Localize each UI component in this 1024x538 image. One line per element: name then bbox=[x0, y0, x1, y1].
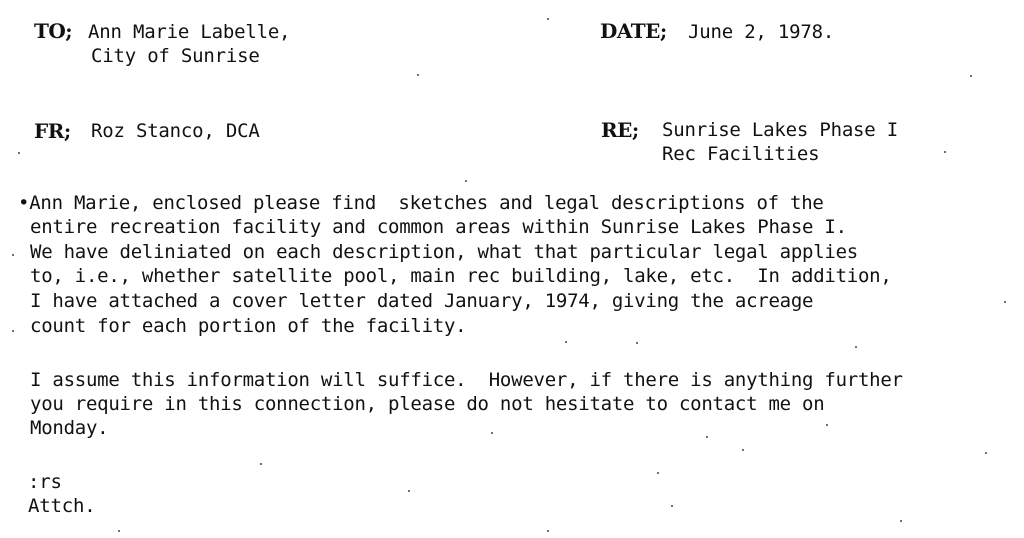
to-org: City of Sunrise bbox=[91, 45, 260, 67]
from-value: Roz Stanco, DCA bbox=[91, 120, 260, 142]
scan-speck bbox=[565, 341, 567, 343]
scan-speck bbox=[1004, 301, 1006, 303]
body-p1-line: to, i.e., whether satellite pool, main rec building, lake, etc. In addition, bbox=[30, 265, 892, 287]
body-p1-line: count for each portion of the facility. bbox=[30, 315, 467, 337]
scan-speck bbox=[706, 436, 708, 438]
scan-speck bbox=[636, 342, 638, 344]
attachment-note: Attch. bbox=[28, 495, 96, 517]
scan-speck bbox=[260, 463, 262, 465]
date-value: June 2, 1978. bbox=[688, 21, 835, 43]
body-p2-line: Monday. bbox=[30, 417, 109, 439]
date-label: DATE; bbox=[600, 19, 667, 43]
to-label: TO; bbox=[34, 19, 73, 43]
scan-speck bbox=[944, 151, 946, 153]
body-p1-line: We have deliniated on each description, what that particular legal applies bbox=[30, 241, 858, 263]
scan-speck bbox=[985, 452, 987, 454]
scan-speck bbox=[491, 432, 493, 434]
scan-speck bbox=[742, 449, 744, 451]
body-p2-line: I assume this information will suffice. However, if there is anything further bbox=[30, 369, 903, 391]
from-label: FR; bbox=[34, 119, 71, 143]
scan-speck bbox=[118, 530, 120, 532]
re-label: RE; bbox=[601, 118, 639, 142]
scan-speck bbox=[547, 18, 549, 20]
typist-initials: :rs bbox=[28, 471, 62, 493]
scan-speck bbox=[18, 152, 20, 154]
scan-speck bbox=[12, 330, 14, 332]
body-p1-line: entire recreation facility and common areas within Sunrise Lakes Phase I. bbox=[30, 216, 847, 238]
re-line2: Rec Facilities bbox=[662, 143, 820, 165]
scan-speck bbox=[465, 180, 467, 182]
re-line1: Sunrise Lakes Phase I bbox=[662, 119, 899, 141]
scan-speck bbox=[408, 490, 410, 492]
body-p1-line: I have attached a cover letter dated January, 1974, giving the acreage bbox=[30, 290, 814, 312]
scan-speck bbox=[657, 472, 659, 474]
scan-speck bbox=[855, 346, 857, 348]
scan-speck bbox=[826, 424, 828, 426]
scan-speck bbox=[970, 75, 972, 77]
body-p2-line: you require in this connection, please do not hesitate to contact me on bbox=[30, 393, 825, 415]
scan-speck bbox=[12, 254, 14, 256]
body-p1-line: •Ann Marie, enclosed please find sketches and legal descriptions of the bbox=[18, 192, 824, 214]
scan-speck bbox=[900, 520, 902, 522]
scan-speck bbox=[671, 505, 673, 507]
scan-speck bbox=[417, 74, 419, 76]
to-name: Ann Marie Labelle, bbox=[88, 21, 291, 43]
scan-speck bbox=[547, 530, 549, 532]
